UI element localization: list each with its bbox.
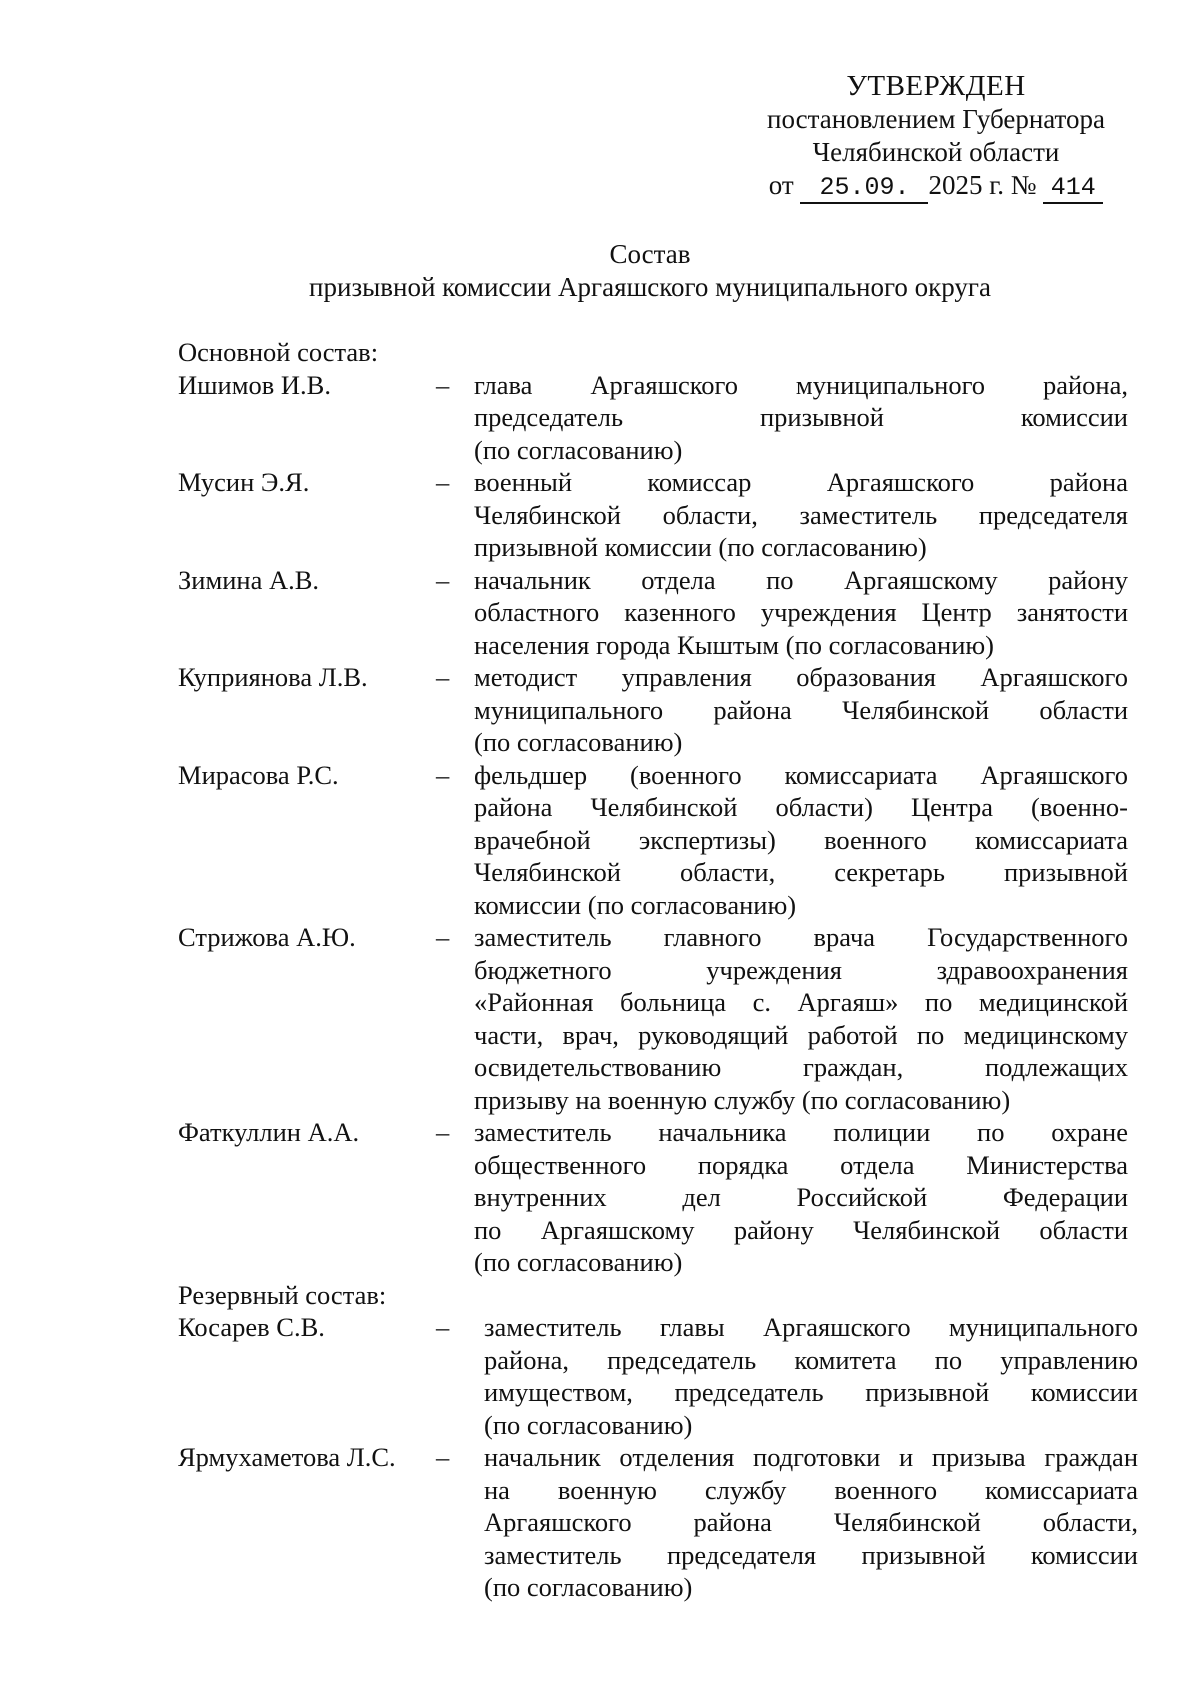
member-position — [484, 1311, 1138, 1441]
member-dash: – — [436, 467, 450, 497]
member-name: Мирасова Р.С. — [178, 759, 339, 790]
member-position-line: бюджетного учреждения здравоохранения — [474, 954, 1128, 985]
member-dash: – — [436, 1117, 450, 1147]
date-prefix: от — [768, 170, 794, 200]
member-name: Куприянова Л.В. — [178, 662, 368, 692]
title-line-2: призывной комиссии Аргаяшского муниципального округа — [309, 272, 991, 302]
member-dash: – — [436, 922, 450, 952]
member-dash: – — [436, 1312, 450, 1342]
member-position — [474, 921, 1128, 1116]
member-row — [178, 564, 1128, 662]
member-row — [178, 759, 1128, 922]
member-dash: – — [436, 1442, 450, 1472]
member-position-line: (по согласованию) — [474, 434, 683, 465]
approval-number: 414 — [1043, 174, 1103, 204]
date-suffix: 2025 г. № — [928, 170, 1037, 200]
member-position-line: военный комиссар Аргаяшского района — [474, 467, 1128, 497]
member-position-line: населения города Кыштым (по согласованию) — [474, 629, 995, 660]
reserve-section-label: Резервный состав: — [178, 1279, 387, 1310]
member-position-line: имуществом, председатель призывной комиссии — [484, 1377, 1138, 1407]
member-position-line: комиссии (по согласованию) — [474, 889, 797, 920]
member-position-line: заместитель председателя призывной комиссии — [484, 1539, 1138, 1570]
member-position-line: освидетельствованию граждан, подлежащих — [474, 1052, 1128, 1082]
member-dash: – — [436, 662, 450, 692]
member-position-line: областного казенного учреждения Центр занятости — [474, 597, 1128, 627]
member-dash: – — [436, 369, 450, 400]
member-position-line: Челябинской области, секретарь призывной — [474, 857, 1128, 887]
member-position-line: (по согласованию) — [474, 1247, 683, 1277]
member-position-line: призыву на военную службу (по согласованию) — [474, 1084, 1011, 1115]
title-line-1: Состав — [609, 239, 691, 269]
member-name: Мусин Э.Я. — [178, 467, 310, 497]
approval-block — [756, 70, 1116, 204]
member-row — [178, 921, 1128, 1116]
member-position-line: глава Аргаяшского муниципального района, — [474, 369, 1128, 400]
member-position-line: начальник отдела по Аргаяшскому району — [474, 564, 1128, 595]
document-title — [180, 238, 1120, 304]
member-name: Косарев С.В. — [178, 1312, 325, 1342]
member-position-line: части, врач, руководящий работой по медицинскому — [474, 1019, 1128, 1050]
member-position — [484, 1441, 1138, 1604]
member-position — [474, 466, 1128, 564]
member-dash: – — [436, 564, 450, 595]
approval-line-2: Челябинской области — [812, 137, 1060, 167]
member-position — [474, 369, 1128, 467]
reserve-section — [178, 1279, 1138, 1604]
member-position-line: Аргаяшского района Челябинской области, — [484, 1507, 1138, 1537]
member-position — [474, 1116, 1128, 1279]
approval-heading: УТВЕРЖДЕН — [846, 70, 1026, 102]
member-position — [474, 564, 1128, 662]
member-position-line: района, председатель комитета по управлению — [484, 1344, 1138, 1375]
member-position-line: (по согласованию) — [484, 1572, 693, 1602]
member-position-line: заместитель главного врача Государственного — [474, 922, 1128, 952]
member-position-line: муниципального района Челябинской области — [474, 694, 1128, 725]
member-position-line: (по согласованию) — [484, 1409, 693, 1440]
member-position-line: заместитель главы Аргаяшского муниципального — [484, 1312, 1138, 1342]
member-row — [178, 661, 1128, 759]
member-name: Зимина А.В. — [178, 564, 320, 595]
member-position-line: общественного порядка отдела Министерства — [474, 1149, 1128, 1180]
member-position-line: призывной комиссии (по согласованию) — [474, 532, 927, 562]
member-position-line: начальник отделения подготовки и призыва граждан — [484, 1442, 1138, 1472]
member-position-line: «Районная больница с. Аргаяш» по медицинской — [474, 987, 1128, 1017]
member-position-line: фельдшер (военного комиссариата Аргаяшского — [474, 759, 1128, 790]
member-position-line: внутренних дел Российской Федерации — [474, 1182, 1128, 1212]
member-name: Фаткуллин А.А. — [178, 1117, 360, 1147]
member-position-line: района Челябинской области) Центра (военно- — [474, 792, 1128, 822]
main-section — [178, 336, 1128, 1279]
member-position-line: на военную службу военного комиссариата — [484, 1474, 1138, 1505]
member-position — [474, 759, 1128, 922]
approval-date: 25.09. — [800, 174, 928, 204]
member-position-line: врачебной экспертизы) военного комиссариата — [474, 824, 1128, 855]
main-section-label: Основной состав: — [178, 337, 379, 367]
member-position-line: заместитель начальника полиции по охране — [474, 1117, 1128, 1147]
member-position — [474, 661, 1128, 759]
member-name: Ишимов И.В. — [178, 369, 331, 400]
member-position-line: методист управления образования Аргаяшского — [474, 662, 1128, 692]
approval-date-line — [756, 169, 1116, 204]
member-name: Стрижова А.Ю. — [178, 922, 356, 952]
member-dash: – — [436, 759, 450, 790]
main-members-list — [178, 369, 1128, 1279]
member-name: Ярмухаметова Л.С. — [178, 1442, 396, 1472]
member-row — [178, 1116, 1128, 1279]
commission-roster — [178, 336, 1138, 1604]
member-position-line: (по согласованию) — [474, 727, 683, 757]
approval-line-1: постановлением Губернатора — [767, 104, 1105, 134]
member-row — [178, 1441, 1138, 1604]
member-position-line: Челябинской области, заместитель председателя — [474, 499, 1128, 530]
member-row — [178, 466, 1128, 564]
member-row — [178, 1311, 1138, 1441]
member-position-line: председатель призывной комиссии — [474, 402, 1128, 432]
reserve-members-list — [178, 1311, 1138, 1604]
member-position-line: по Аргаяшскому району Челябинской области — [474, 1214, 1128, 1245]
member-row — [178, 369, 1128, 467]
